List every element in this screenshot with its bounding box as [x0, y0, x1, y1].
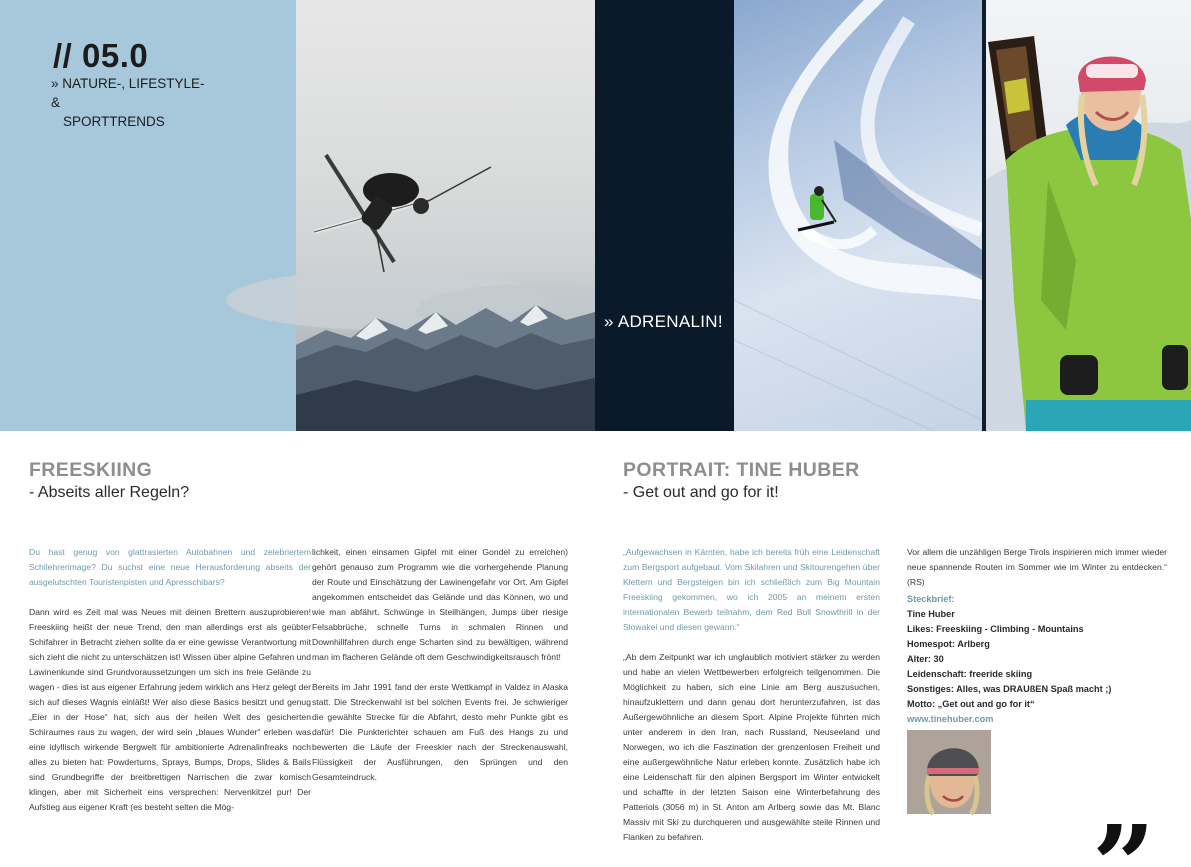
quote-mark: „: [1094, 738, 1152, 867]
section-kicker: [51, 74, 211, 131]
tine-huber-thumbnail-photo: [907, 730, 991, 814]
thumbnail-illustration: [907, 730, 991, 814]
freeskiing-column-2: [312, 545, 568, 820]
freeskiing-lead: Du hast genug von glattrasierten Autobahnen und zelebriertem Schilehrerimage? Du suchst eine neue Herausforderung abseits der ausgelutschten Touristenpisten und Apresschibars?: [29, 547, 311, 587]
portrait-title: PORTRAIT: TINE HUBER: [623, 459, 860, 481]
freeskiing-column-1: [29, 545, 311, 820]
freeskiing-title: FREESKIING: [29, 459, 153, 481]
freeskiing-body-part2: lichkeit, einen einsamen Gipfel mit einer Gondel zu erreichen) gehört genauso zum Programm wie die vorhergehende Planung der Route und Einschätzung der Lawinengefahr vor Ort. Am Gipfel angekommen entscheidet das Gelände und das Können, wo und wie man abfährt. Schwünge in Steilhängen, Jumps über riesige Felsabbrüche, schnelle Turns in schmalen Rinnen und Downhillfahren durch enge Scharten sind zu bewältigen, während man im flacheren Gelände oft dem Geschwindigkeitsrausch frönt!: [312, 547, 568, 662]
portrait-body-paragraph-2: Vor allem die unzähligen Berge Tirols inspirieren mich immer wieder neue spannende Routen im Sommer wie im Winter zu entdecken.“ (RS): [907, 547, 1167, 587]
freeskiing-body-part1: Dann wird es Zeit mal was Neues mit deinen Brettern auszuprobieren! Freeskiing heißt der neue Trend, den man allerdings erst als geübter Schifahrer in Betracht ziehen sollte da er eine gewisse Verantwortung mit sich zieht die nicht zu unterschätzen ist! Wissen über alpine Gefahren und Lawinenkunde sind Grundvoraussetzungen um sich ins freie Gelände zu wagen - dies ist aus eigener Erfahrung jedem wirklich ans Herz gelegt der sich auf dieses Wagnis einläßt! Wer also diese Basics besitzt und genug „Eier in der Hose“ hat, sich aus der heilen Welt des gesicherten Schiraumes raus zu wagen, der wird sein „blaues Wunder“ erleben was eine idyllisch wirkende Bergwelt für ambitionierte Adrenalinfreaks noch alles zu bieten hat: Powderturns, Sprays, Bumps, Drops, Slides & Bails sind Grundbegriffe der breitbrettigen Narrischen die zwar komisch klingen, aber mit Sicherheit eins versprechen: Nervenkitzel pur! Der Aufstieg aus eigener Kraft (es besteht selten die Mög-: [29, 607, 311, 812]
fact-line: Leidenschaft: freeride skiing: [907, 669, 1033, 679]
kicker-line: SPORTTRENDS: [63, 114, 165, 129]
freeskiing-subtitle: - Abseits aller Regeln?: [29, 484, 190, 501]
freeskiing-body-paragraph-2: Bereits im Jahr 1991 fand der erste Wettkampf in Valdez in Alaska statt. Die Streckenwahl ist bei solchen Events frei. Je schwieriger die gewählte Strecke für die Abfahrt, desto mehr Punkte gibt es dafür! Die Punkterichter schauen am Fuß des Hangs zu und bewerten die Läufe der Freeskier nach der Streckenauswahl, Flüssigkeit der Ausführungen, den Sprüngen und den Gesamteindruck.: [312, 682, 568, 782]
photo-strip: [0, 0, 1191, 431]
powder-skier-illustration: [734, 0, 982, 431]
portrait-illustration: [986, 0, 1191, 431]
freeskier-jump-photo: [296, 0, 595, 431]
freeskier-jump-illustration: [296, 0, 595, 431]
fact-line: Homespot: Arlberg: [907, 639, 990, 649]
fact-box-heading: Steckbrief:: [907, 594, 955, 604]
portrait-body-paragraph-1: „Ab dem Zeitpunkt war ich unglaublich motiviert stärker zu werden und habe an vielen Wettbewerben erfolgreich teilgenommen. Die Möglichkeit zu haben, sich eine Linie am Berg auszusuchen, hinaufzuklettern und dann genau dort herunterzufahren, ist das Außergewöhnliche an diesem Sport. Alpine Projekte führten mich unter anderem in den Iran, nach Russland, Neuseeland und Norwegen, wo ich die Faszination der grenzenlosen Freiheit und eine außergewöhnliche Natur erleben konnte. Zusätzlich habe ich eine Leidenschaft für den alpinen Bergsport im Winter entwickelt und schaffte in der letzten Saison eine Winterbefahrung des Patteriols (3056 m) in St. Anton am Arlberg sowie das Mt. Blanc Massiv mit Ski zu durchqueren und ausgewählte steile Rinnen und Flanken zu befahren.: [623, 652, 880, 842]
fact-line: Motto: „Get out and go for it“: [907, 699, 1035, 709]
issue-number: // 05.0: [53, 37, 149, 74]
navy-panel: [595, 0, 734, 431]
website-link[interactable]: www.tinehuber.com: [907, 714, 994, 724]
powder-skier-photo: [734, 0, 982, 431]
fact-box: [907, 592, 1137, 727]
portrait-quote: „Aufgewachsen in Kärnten, habe ich bereits früh eine Leidenschaft zum Bergsport aufgebaut. Vom Skilahren und Skitourengehen über Klettern und Bergsteigen bin ich schließlich zum Big Mountain Freeskiing gekommen, wo ich 2005 an meinem ersten internationalen Bewerb teilnahm, dem Red Bull Snowthrill in der Slowakei und diesen gewann.“: [623, 547, 880, 632]
fact-line: Sonstiges: Alles, was DRAUßEN Spaß macht ;): [907, 684, 1112, 694]
portrait-subtitle: - Get out and go for it!: [623, 484, 779, 501]
fact-line: Likes: Freeskiing - Climbing - Mountains: [907, 624, 1084, 634]
portrait-column-1: [623, 545, 880, 842]
fact-line: Tine Huber: [907, 609, 955, 619]
adrenalin-label: » ADRENALIN!: [604, 312, 723, 331]
fact-line: Alter: 30: [907, 654, 944, 664]
kicker-line: » NATURE-, LIFESTYLE- &: [51, 76, 205, 110]
tine-huber-portrait-photo: [986, 0, 1191, 431]
blue-title-panel: [0, 0, 296, 431]
